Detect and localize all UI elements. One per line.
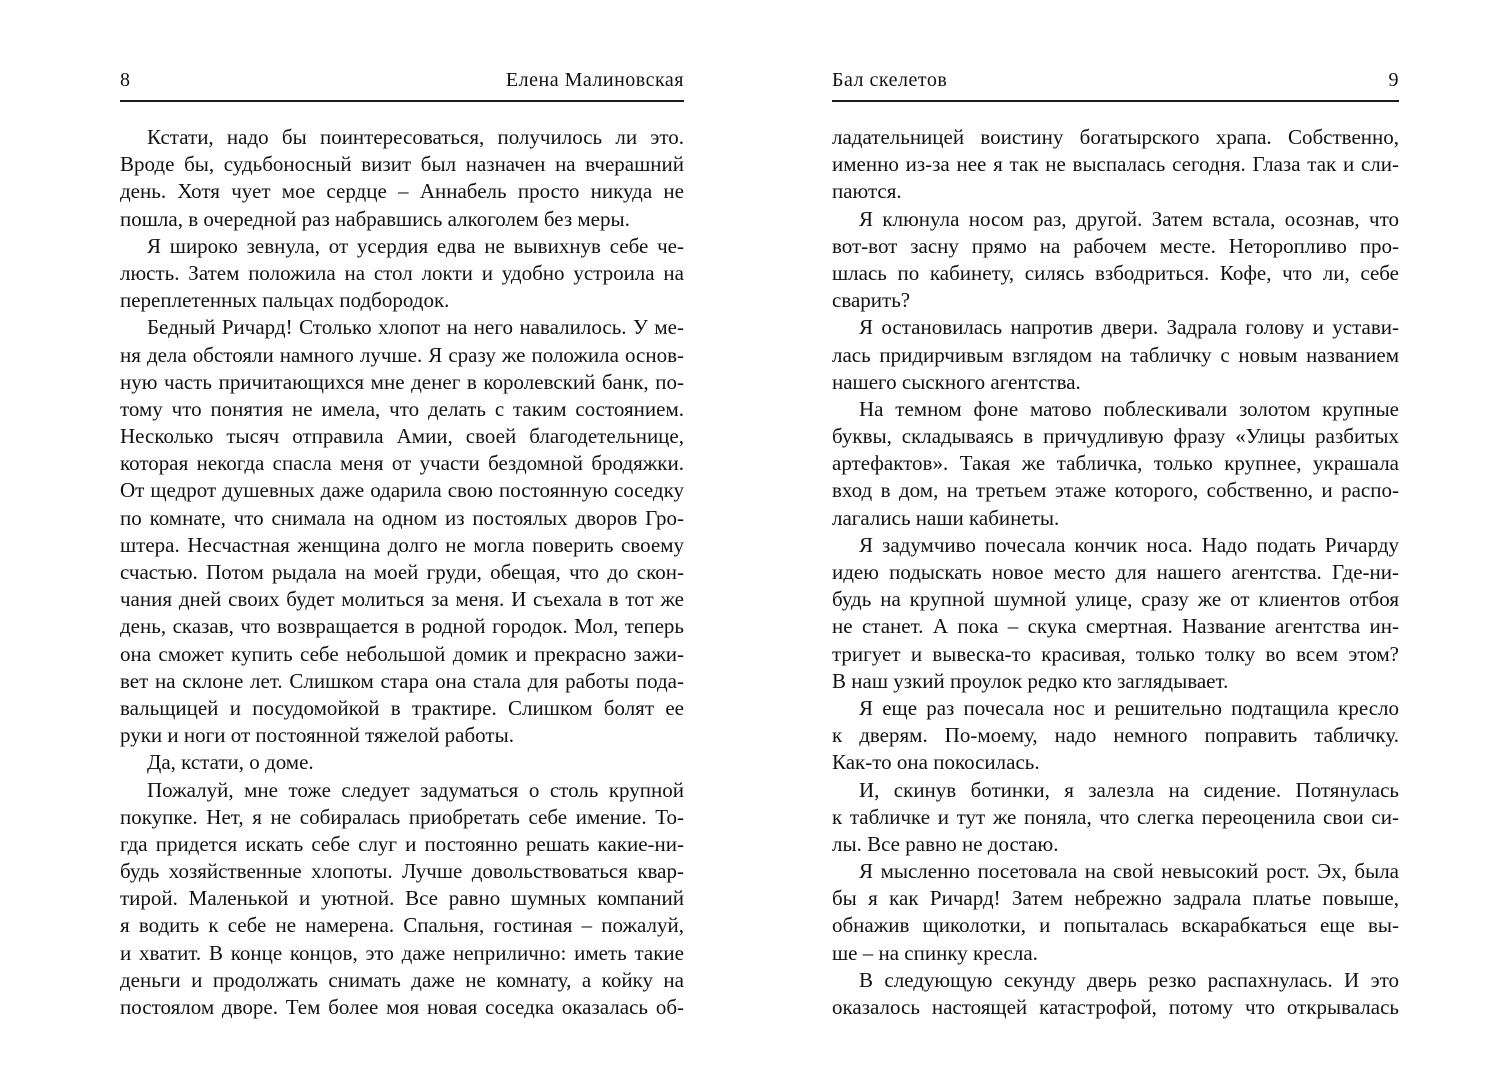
text-line: лась придирчивым взглядом на табличку с новым названием: [832, 342, 1399, 367]
text-line: сварить?: [832, 288, 911, 313]
text-line: лагались наши кабинеты.: [832, 505, 1060, 530]
text-line: идею подыскать новое место для нашего агентства. Где-ни-: [832, 560, 1399, 584]
text-line: деньги и продолжать снимать даже не комнату, а койку на: [120, 967, 684, 992]
text-line: день, сказав, что возвращается в родной городок. Мол, теперь: [120, 614, 684, 639]
text-line: Вроде бы, судьбоносный визит был назначен на вчерашний: [120, 152, 684, 177]
left-page: [120, 0, 684, 1080]
body-text: [832, 124, 1399, 1021]
page-number: 8: [120, 69, 131, 91]
text-line: В наш узкий проулок редко кто заглядывает.: [832, 668, 1229, 693]
text-line: ную часть причитающихся мне денег в королевский банк, по-: [120, 369, 684, 394]
text-line: переплетенных пальцах подбородок.: [120, 288, 450, 313]
text-line: счастью. Потом рыдала на моей груди, обещая, что до скон-: [120, 560, 684, 584]
text-line: ше – на спинку кресла.: [832, 940, 1038, 965]
text-line: тирой. Маленькой и уютной. Все равно шумных компаний: [120, 886, 684, 911]
text-line: Бедный Ричард! Столько хлопот на него навалилось. У ме-: [147, 315, 684, 340]
text-line: Я мысленно посетовала на свой невысокий рост. Эх, была: [859, 859, 1399, 884]
text-line: к табличке и тут же поняла, что слегка переоценила свои си-: [832, 804, 1399, 829]
book-title: Бал скелетов: [832, 69, 948, 91]
text-line: покупке. Нет, я не собиралась приобретать себе имение. То-: [120, 804, 684, 829]
text-line: лы. Все равно не достаю.: [832, 831, 1059, 856]
text-line: Я клюнула носом раз, другой. Затем встала, осознав, что: [859, 206, 1399, 231]
text-line: Я задумчиво почесала кончик носа. Надо подать Ричарду: [859, 532, 1399, 557]
text-line: Несколько тысяч отправила Амии, своей благодетельнице,: [120, 424, 684, 449]
text-line: не станет. А пока – скука смертная. Название агентства ин-: [832, 614, 1399, 639]
text-line: постоялом дворе. Тем более моя новая соседка оказалась об-: [120, 995, 684, 1019]
text-line: тригует и вывеска-то красивая, только толку во всем этом?: [832, 641, 1399, 666]
text-line: буквы, складываясь в причудливую фразу «Улицы разбитых: [832, 424, 1399, 449]
text-line: руки и ноги от постоянной тяжелой работы.: [120, 723, 514, 748]
text-line: ня дела обстояли намного лучше. Я сразу же положила основ-: [120, 342, 684, 367]
text-line: Я остановилась напротив двери. Задрала голову и устави-: [859, 315, 1399, 340]
text-line: И, скинув ботинки, я залезла на сидение. Потянулась: [859, 777, 1399, 802]
text-line: Я еще раз почесала нос и решительно подтащила кресло: [859, 695, 1399, 720]
text-line: От щедрот душевных даже одарила свою постоянную соседку: [120, 478, 684, 503]
text-line: оказалось настоящей катастрофой, потому что открывалась: [832, 995, 1399, 1019]
text-line: Пожалуй, мне тоже следует задуматься о столь крупной: [147, 777, 684, 802]
text-line: гда придется искать себе слуг и постоянно решать какие-ни-: [120, 831, 684, 856]
text-line: В следующую секунду дверь резко распахнулась. И это: [859, 967, 1399, 992]
text-line: именно из-за нее я так не выспалась сегодня. Глаза так и сли-: [832, 152, 1399, 177]
text-line: и хватит. В конце концов, это даже неприлично: иметь такие: [120, 940, 684, 965]
text-line: день. Хотя чует мое сердце – Аннабель просто никуда не: [120, 179, 684, 204]
text-line: паются.: [832, 179, 902, 204]
running-head: [120, 66, 684, 94]
author-name: Елена Малиновская: [505, 69, 684, 91]
text-line: будь на крупной шумной улице, сразу же от клиентов отбоя: [832, 587, 1399, 612]
text-line: я водить к себе не намерена. Спальня, гостиная – пожалуй,: [120, 913, 684, 938]
body-text: [120, 124, 684, 1021]
text-line: вальщицей и посудомойкой в трактире. Слишком болят ее: [120, 695, 684, 720]
text-line: бы я как Ричард! Затем небрежно задрала платье повыше,: [832, 886, 1399, 911]
text-line: она сможет купить себе небольшой домик и прекрасно зажи-: [120, 641, 684, 666]
text-line: Да, кстати, о доме.: [147, 750, 314, 775]
text-line: к дверям. По-моему, надо немного поправить табличку.: [832, 723, 1399, 748]
text-line: тому что понятия не имела, что делать с таким состоянием.: [120, 396, 684, 421]
text-line: шлась по кабинету, силясь взбодриться. Кофе, что ли, себе: [832, 260, 1399, 285]
text-line: чания дней своих будет молиться за меня. И съехала в тот же: [120, 587, 684, 612]
running-head: [832, 66, 1399, 94]
text-line: артефактов». Такая же табличка, только крупнее, украшала: [832, 451, 1399, 476]
text-line: нашего сыскного агентства.: [832, 369, 1081, 394]
text-line: люсть. Затем положила на стол локти и удобно устроила на: [120, 260, 684, 285]
header-rule: [832, 100, 1399, 102]
text-line: Я широко зевнула, от усердия едва не вывихнув себе че-: [147, 233, 684, 258]
text-line: Как-то она покосилась.: [832, 750, 1040, 775]
text-line: пошла, в очередной раз набравшись алкоголем без меры.: [120, 206, 630, 231]
text-line: будь хозяйственные хлопоты. Лучше довольствоваться квар-: [120, 859, 684, 884]
text-line: штера. Несчастная женщина долго не могла поверить своему: [120, 532, 684, 557]
text-line: обнажив щиколотки, и попыталась вскарабкаться еще вы-: [832, 913, 1399, 938]
text-line: вот-вот засну прямо на рабочем месте. Неторопливо про-: [832, 233, 1399, 258]
text-line: На темном фоне матово поблескивали золотом крупные: [859, 396, 1399, 421]
page-number: 9: [1388, 69, 1399, 91]
header-rule: [120, 100, 684, 102]
text-line: которая некогда спасла меня от участи бездомной бродяжки.: [120, 451, 684, 476]
text-line: по комнате, что снимала на одном из постоялых дворов Гро-: [120, 505, 684, 530]
text-line: вход в дом, на третьем этаже которого, собственно, и распо-: [832, 478, 1399, 503]
text-line: вет на склоне лет. Слишком стара она стала для работы пода-: [120, 668, 684, 693]
text-line: Кстати, надо бы поинтересоваться, получилось ли это.: [147, 125, 684, 149]
right-page: [832, 0, 1399, 1080]
text-line: ладательницей воистину богатырского храпа. Собственно,: [832, 125, 1399, 149]
